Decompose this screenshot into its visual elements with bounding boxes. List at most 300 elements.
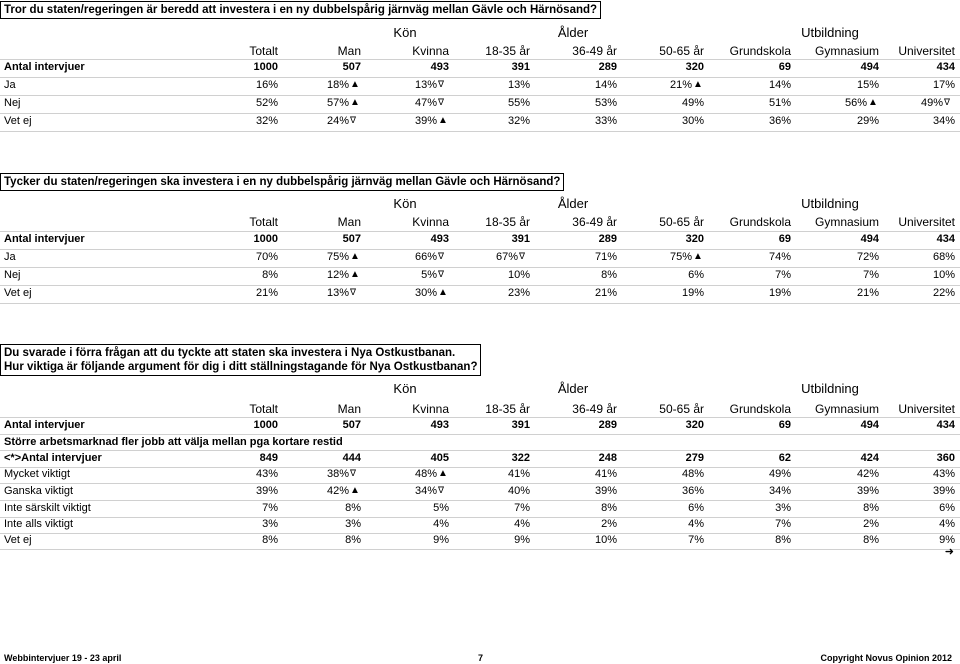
cell-value [599, 419, 617, 431]
value-text: 4% [939, 518, 955, 530]
value-text: 434 [936, 233, 955, 245]
cell-value [863, 269, 879, 281]
value-text: 41% [594, 468, 617, 480]
cell-value [769, 468, 791, 480]
cell-value [343, 419, 361, 431]
value-text: 391 [511, 61, 530, 73]
value-text: 39% [932, 485, 955, 497]
column-header: 50-65 år [659, 402, 704, 416]
column-header: Grundskola [729, 215, 791, 229]
cell-value [857, 287, 879, 299]
value-text: 8% [601, 502, 617, 514]
column-header: Grundskola [729, 44, 791, 58]
cell-value [933, 468, 955, 480]
value-text: 14% [594, 79, 617, 91]
cell-value [514, 534, 530, 546]
value-text: 24% [326, 115, 349, 127]
cell-value [670, 79, 692, 91]
cell-value [682, 287, 704, 299]
value-text: 13% [414, 79, 437, 91]
value-text: 19% [768, 287, 791, 299]
cell-value [256, 287, 278, 299]
value-text: 14% [768, 79, 791, 91]
cell-value [933, 251, 955, 263]
value-text: 507 [342, 419, 361, 431]
value-text: 2% [863, 518, 879, 530]
cell-value [415, 79, 437, 91]
column-header: 18-35 år [485, 44, 530, 58]
cell-value [415, 97, 437, 109]
value-text: 434 [936, 61, 955, 73]
value-text: 8% [863, 502, 879, 514]
value-text: 360 [936, 452, 955, 464]
cell-value [327, 97, 349, 109]
cell-value [345, 518, 361, 530]
data-row [0, 78, 960, 96]
value-text: 56% [844, 97, 867, 109]
cell-value [415, 468, 437, 480]
significant-higher-icon: ▲ [350, 485, 360, 496]
significant-higher-icon: ▲ [350, 269, 360, 280]
value-text: 3% [262, 518, 278, 530]
footer-page-number: 7 [478, 653, 484, 663]
cell-value [431, 419, 449, 431]
cell-value [933, 79, 955, 91]
value-text: 5% [421, 269, 437, 281]
row-label: Mycket viktigt [4, 468, 71, 480]
cell-value [262, 534, 278, 546]
cell-value [256, 251, 278, 263]
value-text: 70% [255, 251, 278, 263]
question-text: Tror du staten/regeringen är beredd att investera i en ny dubbelspårig järnväg mellan Gävle och Härnösand? [4, 4, 598, 16]
value-text: 8% [601, 269, 617, 281]
value-text: 41% [507, 468, 530, 480]
value-text: 22% [932, 287, 955, 299]
cell-value [508, 287, 530, 299]
cell-value [937, 452, 955, 464]
value-text: 289 [598, 61, 617, 73]
value-text: 10% [507, 269, 530, 281]
group-header-kon: Kön [393, 381, 417, 396]
column-header: 18-35 år [485, 402, 530, 416]
value-text: 8% [345, 502, 361, 514]
column-header: 18-35 år [485, 215, 530, 229]
value-text: 13% [326, 287, 349, 299]
cell-value [508, 485, 530, 497]
cell-value [775, 502, 791, 514]
value-text: 4% [433, 518, 449, 530]
value-text: 69 [778, 233, 791, 245]
data-row [0, 484, 960, 501]
data-row [0, 96, 960, 114]
value-text: 9% [433, 534, 449, 546]
value-text: 289 [598, 233, 617, 245]
value-text: 8% [262, 269, 278, 281]
value-text: 53% [594, 97, 617, 109]
question-box [0, 1, 601, 19]
significant-lower-icon: ∇ [350, 468, 357, 478]
data-row [0, 268, 960, 286]
row-label: Antal intervjuer [4, 233, 85, 245]
significant-higher-icon: ▲ [438, 468, 448, 479]
value-text: 7% [262, 502, 278, 514]
cell-value [863, 502, 879, 514]
value-text: 2% [601, 518, 617, 530]
value-text: 494 [860, 61, 879, 73]
value-text: 322 [511, 452, 530, 464]
value-text: 68% [932, 251, 955, 263]
significant-lower-icon: ∇ [350, 115, 357, 125]
value-text: 49% [681, 97, 704, 109]
group-header-alder: Ålder [557, 381, 589, 396]
cell-value [686, 61, 704, 73]
cell-value [508, 269, 530, 281]
value-text: 43% [932, 468, 955, 480]
value-text: 32% [255, 115, 278, 127]
value-text: 71% [594, 251, 617, 263]
cell-value [769, 251, 791, 263]
cell-value [327, 115, 349, 127]
cell-value [512, 419, 530, 431]
value-text: 55% [507, 97, 530, 109]
cell-value [256, 79, 278, 91]
value-text: 48% [414, 468, 437, 480]
cell-value [496, 251, 518, 263]
cell-value [779, 61, 791, 73]
value-text: 62 [778, 452, 791, 464]
cell-value [260, 452, 278, 464]
significant-higher-icon: ▲ [693, 251, 703, 262]
cell-value [343, 233, 361, 245]
value-text: 3% [345, 518, 361, 530]
value-text: 9% [939, 534, 955, 546]
value-text: 1000 [253, 233, 278, 245]
column-header: Gymnasium [814, 402, 879, 416]
value-text: 279 [685, 452, 704, 464]
cell-value [327, 287, 349, 299]
value-text: 4% [688, 518, 704, 530]
column-header: Totalt [249, 215, 278, 229]
value-text: 19% [681, 287, 704, 299]
group-header-utbildning: Utbildning [801, 381, 859, 396]
cell-value [601, 518, 617, 530]
value-text: 391 [511, 233, 530, 245]
column-header: 50-65 år [659, 44, 704, 58]
group-header-alder: Ålder [557, 25, 589, 40]
value-text: 6% [688, 502, 704, 514]
cell-value [688, 534, 704, 546]
cell-value [415, 251, 437, 263]
question-box [0, 173, 564, 191]
value-text: 69 [778, 61, 791, 73]
significant-lower-icon: ∇ [519, 251, 526, 261]
significant-lower-icon: ∇ [438, 97, 445, 107]
value-text: 289 [598, 419, 617, 431]
cell-value [863, 534, 879, 546]
value-text: 18% [326, 79, 349, 91]
cell-value [769, 287, 791, 299]
cell-value [861, 419, 879, 431]
value-text: 23% [507, 287, 530, 299]
cell-value [433, 502, 449, 514]
column-header: 36-49 år [572, 215, 617, 229]
cell-value [845, 97, 867, 109]
cell-value [254, 233, 278, 245]
group-header-alder: Ålder [557, 196, 589, 211]
cell-value [769, 115, 791, 127]
column-header: Man [337, 44, 361, 58]
cell-value [769, 97, 791, 109]
significant-higher-icon: ▲ [438, 115, 448, 126]
cell-value [775, 534, 791, 546]
value-text: 13% [507, 79, 530, 91]
cell-value [861, 61, 879, 73]
value-text: 493 [430, 233, 449, 245]
cell-value [688, 502, 704, 514]
value-text: 405 [430, 452, 449, 464]
cell-value [433, 534, 449, 546]
column-header: Kvinna [412, 402, 449, 416]
cell-value [508, 79, 530, 91]
value-text: 494 [860, 233, 879, 245]
row-label: Vet ej [4, 287, 32, 299]
cell-value [254, 61, 278, 73]
cell-value [686, 452, 704, 464]
cell-value [508, 97, 530, 109]
value-text: 16% [255, 79, 278, 91]
row-label: Nej [4, 269, 21, 281]
cell-value [415, 485, 437, 497]
sub-base-row [0, 451, 960, 468]
value-text: 320 [685, 233, 704, 245]
group-header-utbildning: Utbildning [801, 196, 859, 211]
value-text: 7% [775, 269, 791, 281]
row-label: Inte särskilt viktigt [4, 502, 91, 514]
cell-value [601, 502, 617, 514]
value-text: 66% [414, 251, 437, 263]
value-text: 444 [342, 452, 361, 464]
value-text: 47% [414, 97, 437, 109]
column-header: Gymnasium [814, 44, 879, 58]
value-text: 49% [768, 468, 791, 480]
group-header-kon: Kön [393, 196, 417, 211]
data-row [0, 501, 960, 518]
value-text: 72% [856, 251, 879, 263]
value-text: 39% [594, 485, 617, 497]
base-row [0, 418, 960, 435]
value-text: 1000 [253, 419, 278, 431]
significant-higher-icon: ▲ [868, 97, 878, 108]
value-text: 39% [856, 485, 879, 497]
value-text: 15% [856, 79, 879, 91]
cell-value [512, 233, 530, 245]
value-text: 8% [863, 534, 879, 546]
value-text: 21% [594, 287, 617, 299]
cell-value [508, 115, 530, 127]
cell-value [327, 468, 349, 480]
value-text: 42% [856, 468, 879, 480]
cell-value [937, 233, 955, 245]
value-text: 42% [326, 485, 349, 497]
value-text: 57% [326, 97, 349, 109]
cell-value [857, 251, 879, 263]
cell-value [769, 79, 791, 91]
footer-left: Webbintervjuer 19 - 23 april [4, 653, 122, 663]
cell-value [857, 79, 879, 91]
cell-value [933, 269, 955, 281]
significant-higher-icon: ▲ [350, 97, 360, 108]
value-text: 34% [768, 485, 791, 497]
value-text: 36% [681, 485, 704, 497]
cell-value [512, 61, 530, 73]
footer-copyright: Copyright Novus Opinion 2012 [820, 653, 952, 663]
cell-value [508, 468, 530, 480]
cell-value [937, 61, 955, 73]
base-row [0, 232, 960, 250]
value-text: 29% [856, 115, 879, 127]
cell-value [595, 485, 617, 497]
value-text: 391 [511, 419, 530, 431]
value-text: 493 [430, 61, 449, 73]
value-text: 494 [860, 419, 879, 431]
value-text: 30% [681, 115, 704, 127]
row-label: <*>Antal intervjuer [4, 452, 102, 464]
cell-value [345, 502, 361, 514]
value-text: 33% [594, 115, 617, 127]
value-text: 34% [414, 485, 437, 497]
value-text: 493 [430, 419, 449, 431]
cell-value [595, 251, 617, 263]
value-text: 10% [932, 269, 955, 281]
significant-lower-icon: ∇ [944, 97, 951, 107]
column-header: Kvinna [412, 215, 449, 229]
row-label: Ja [4, 79, 16, 91]
cell-value [861, 233, 879, 245]
significant-higher-icon: ▲ [350, 251, 360, 262]
value-text: 7% [775, 518, 791, 530]
cell-value [256, 115, 278, 127]
cell-value [933, 287, 955, 299]
cell-value [599, 61, 617, 73]
cell-value [601, 269, 617, 281]
cell-value [256, 468, 278, 480]
cell-value [431, 233, 449, 245]
value-text: 17% [932, 79, 955, 91]
base-row [0, 60, 960, 78]
cell-value [512, 452, 530, 464]
data-row [0, 517, 960, 534]
cell-value [433, 518, 449, 530]
value-text: 49% [920, 97, 943, 109]
cell-value [262, 518, 278, 530]
cell-value [415, 115, 437, 127]
significant-higher-icon: ▲ [438, 287, 448, 298]
value-text: 320 [685, 61, 704, 73]
value-text: 3% [775, 502, 791, 514]
column-header: Man [337, 215, 361, 229]
value-text: 34% [932, 115, 955, 127]
value-text: 69 [778, 419, 791, 431]
column-header: 36-49 år [572, 402, 617, 416]
cell-value [421, 269, 437, 281]
value-text: 21% [669, 79, 692, 91]
group-header-kon: Kön [393, 25, 417, 40]
value-text: 9% [514, 534, 530, 546]
value-text: 40% [507, 485, 530, 497]
data-row [0, 533, 960, 550]
cell-value [682, 97, 704, 109]
value-text: 43% [255, 468, 278, 480]
cell-value [769, 485, 791, 497]
question-box [0, 344, 481, 376]
cell-value [779, 233, 791, 245]
cell-value [343, 452, 361, 464]
row-label: Antal intervjuer [4, 419, 85, 431]
cell-value [254, 419, 278, 431]
cell-value [514, 518, 530, 530]
row-label: Nej [4, 97, 21, 109]
column-header: Universitet [898, 215, 955, 229]
cell-value [775, 269, 791, 281]
value-text: 48% [681, 468, 704, 480]
value-text: 74% [768, 251, 791, 263]
cell-value [345, 534, 361, 546]
value-text: 21% [856, 287, 879, 299]
significant-lower-icon: ∇ [350, 287, 357, 297]
cell-value [937, 419, 955, 431]
cell-value [688, 518, 704, 530]
value-text: 7% [514, 502, 530, 514]
significant-lower-icon: ∇ [438, 269, 445, 279]
row-label: Ja [4, 251, 16, 263]
cell-value [686, 419, 704, 431]
value-text: 52% [255, 97, 278, 109]
cell-value [775, 518, 791, 530]
value-text: 10% [594, 534, 617, 546]
cell-value [682, 115, 704, 127]
row-label: Antal intervjuer [4, 61, 85, 73]
row-label: Inte alls viktigt [4, 518, 74, 530]
question-text: Tycker du staten/regeringen ska investera i en ny dubbelspårig järnväg mellan Gävle och Härnösand? [4, 176, 561, 188]
value-text: 32% [507, 115, 530, 127]
cell-value [686, 233, 704, 245]
column-header: 50-65 år [659, 215, 704, 229]
column-header: Totalt [249, 402, 278, 416]
value-text: 6% [939, 502, 955, 514]
column-header: Man [337, 402, 361, 416]
cell-value [431, 452, 449, 464]
cell-value [939, 518, 955, 530]
question-text-line2: Hur viktiga är följande argument för dig i ditt ställningstagande för Nya Ostkustbanan? [4, 361, 478, 373]
cell-value [327, 269, 349, 281]
cell-value [514, 502, 530, 514]
cell-value [599, 233, 617, 245]
value-text: 849 [259, 452, 278, 464]
cell-value [256, 485, 278, 497]
value-text: 424 [860, 452, 879, 464]
cell-value [343, 61, 361, 73]
cell-value [779, 452, 791, 464]
value-text: 507 [342, 233, 361, 245]
cell-value [670, 251, 692, 263]
value-text: 12% [326, 269, 349, 281]
value-text: 507 [342, 61, 361, 73]
column-header: Universitet [898, 44, 955, 58]
value-text: 75% [326, 251, 349, 263]
value-text: 67% [495, 251, 518, 263]
cell-value [256, 97, 278, 109]
cell-value [595, 79, 617, 91]
